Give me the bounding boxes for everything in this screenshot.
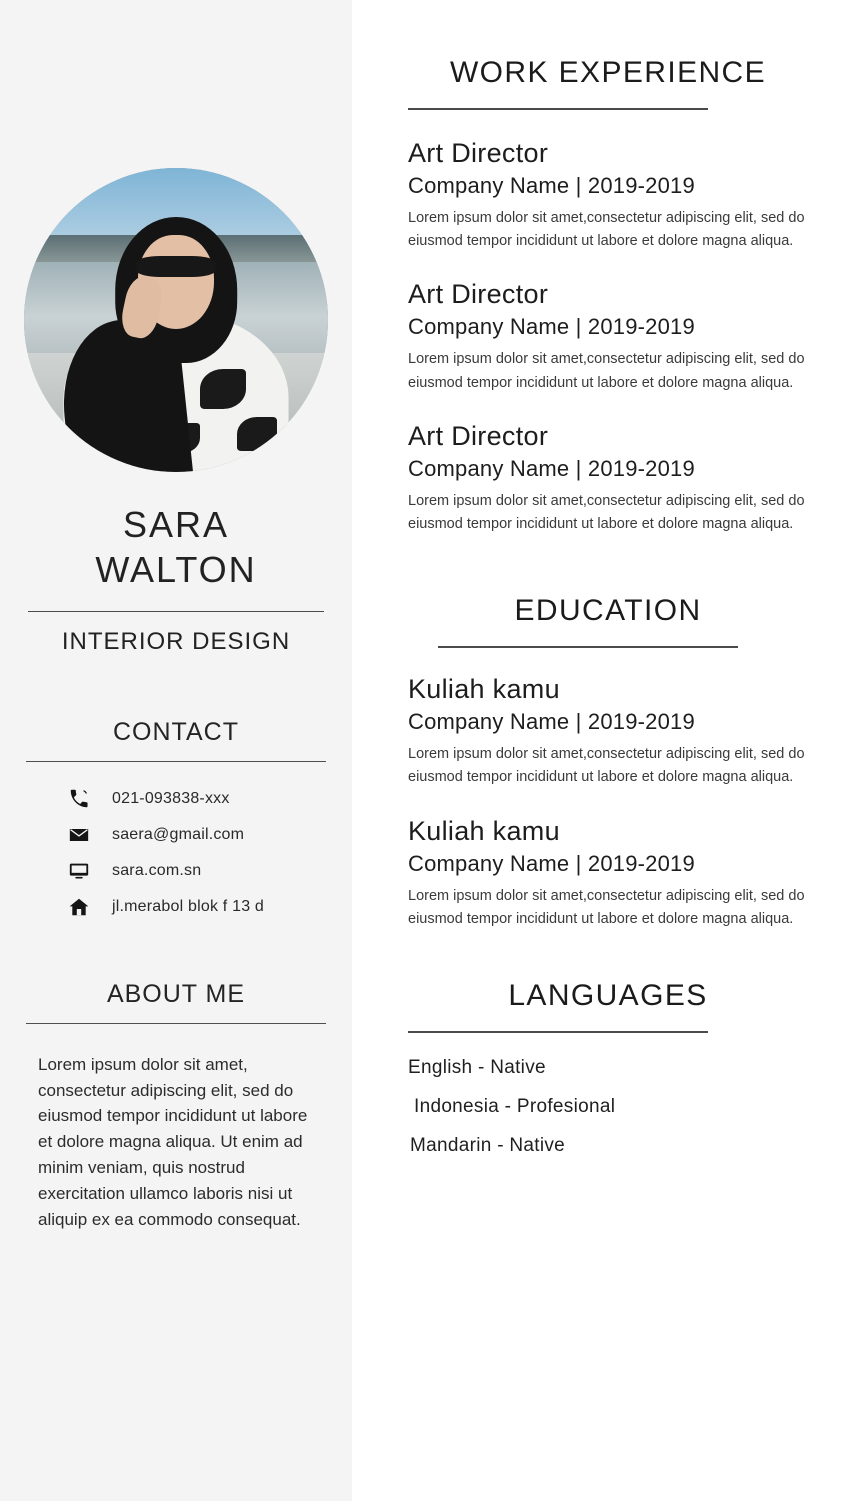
about-text: Lorem ipsum dolor sit amet, consectetur adipiscing elit, sed do eiusmod tempor incididunt ut labore et dolore magna aliqua. Ut enim ad minim veniam, quis nostrud exercitation ullamco laboris nisi ut aliquip ex ea commodo consequat. — [38, 1054, 308, 1229]
profile-photo — [24, 168, 328, 472]
work-entry-company: Company Name | 2019-2019 — [408, 314, 695, 340]
education-title: EDUCATION — [514, 594, 702, 628]
job-role: INTERIOR DESIGN — [61, 627, 291, 655]
monitor-icon — [66, 860, 92, 882]
work-entry — [408, 421, 808, 536]
contact-value-email: saera@gmail.com — [112, 825, 245, 843]
work-entry-title: Art Director — [408, 279, 549, 310]
about-rule — [26, 1023, 326, 1024]
contact-value-address: jl.merabol blok f 13 d — [112, 897, 265, 915]
person-last-name: WALTON — [95, 549, 257, 591]
main-content — [352, 0, 844, 1501]
languages-title: LANGUAGES — [508, 978, 708, 1012]
contact-value-website: sara.com.sn — [112, 861, 202, 879]
sidebar — [0, 0, 352, 1501]
work-entry-company: Company Name | 2019-2019 — [408, 455, 695, 481]
education-entry-company: Company Name | 2019-2019 — [408, 850, 695, 876]
education-entry-description: Lorem ipsum dolor sit amet,consectetur adipiscing elit, sed do eiusmod tempor incididunt ut labore et dolore magna aliqua. — [408, 887, 805, 927]
photo-floral-motif — [200, 369, 246, 409]
phone-icon — [66, 788, 92, 810]
work-entry — [408, 279, 808, 394]
education-entry-description: Lorem ipsum dolor sit amet,consectetur adipiscing elit, sed do eiusmod tempor incididunt ut labore et dolore magna aliqua. — [408, 746, 805, 786]
language-item: Mandarin - Native — [410, 1134, 566, 1156]
work-entry — [408, 138, 808, 253]
photo-wrap — [24, 168, 328, 472]
contact-section-title: CONTACT — [113, 717, 239, 746]
work-experience-title: WORK EXPERIENCE — [449, 56, 767, 89]
photo-floral-motif — [237, 417, 277, 451]
person-name — [95, 502, 256, 593]
education-entry-company: Company Name | 2019-2019 — [408, 709, 695, 735]
work-experience-rule — [408, 108, 708, 110]
contact-item-phone[interactable] — [66, 788, 326, 810]
contact-item-website[interactable] — [66, 860, 326, 882]
about-section-title: ABOUT ME — [106, 979, 246, 1008]
contact-rule — [26, 761, 326, 762]
home-icon — [66, 896, 92, 918]
education-entry-title: Kuliah kamu — [408, 815, 560, 846]
education-entry — [408, 674, 808, 789]
work-entry-title: Art Director — [408, 138, 549, 168]
education-entry — [408, 816, 808, 931]
languages-rule — [408, 1031, 708, 1033]
language-item: Indonesia - Profesional — [414, 1095, 616, 1117]
contact-item-address[interactable] — [66, 896, 326, 918]
contact-value-phone: 021-093838-xxx — [112, 789, 230, 807]
language-item: English - Native — [408, 1056, 546, 1078]
contact-list — [26, 788, 326, 918]
contact-item-email[interactable] — [66, 824, 326, 846]
languages-list — [408, 1057, 808, 1157]
envelope-icon — [66, 824, 92, 846]
education-entry-title: Kuliah kamu — [408, 674, 560, 705]
name-divider — [28, 611, 324, 612]
work-entry-description: Lorem ipsum dolor sit amet,consectetur adipiscing elit, sed do eiusmod tempor incididunt ut labore et dolore magna aliqua. — [408, 351, 805, 391]
person-first-name: SARA — [122, 504, 230, 545]
work-entry-description: Lorem ipsum dolor sit amet,consectetur adipiscing elit, sed do eiusmod tempor incididunt ut labore et dolore magna aliqua. — [408, 210, 805, 250]
education-rule — [438, 646, 738, 648]
work-entry-description: Lorem ipsum dolor sit amet,consectetur adipiscing elit, sed do eiusmod tempor incididunt ut labore et dolore magna aliqua. — [408, 492, 805, 532]
photo-sunglasses — [136, 256, 215, 277]
work-entry-company: Company Name | 2019-2019 — [408, 173, 695, 198]
work-entry-title: Art Director — [408, 420, 549, 451]
